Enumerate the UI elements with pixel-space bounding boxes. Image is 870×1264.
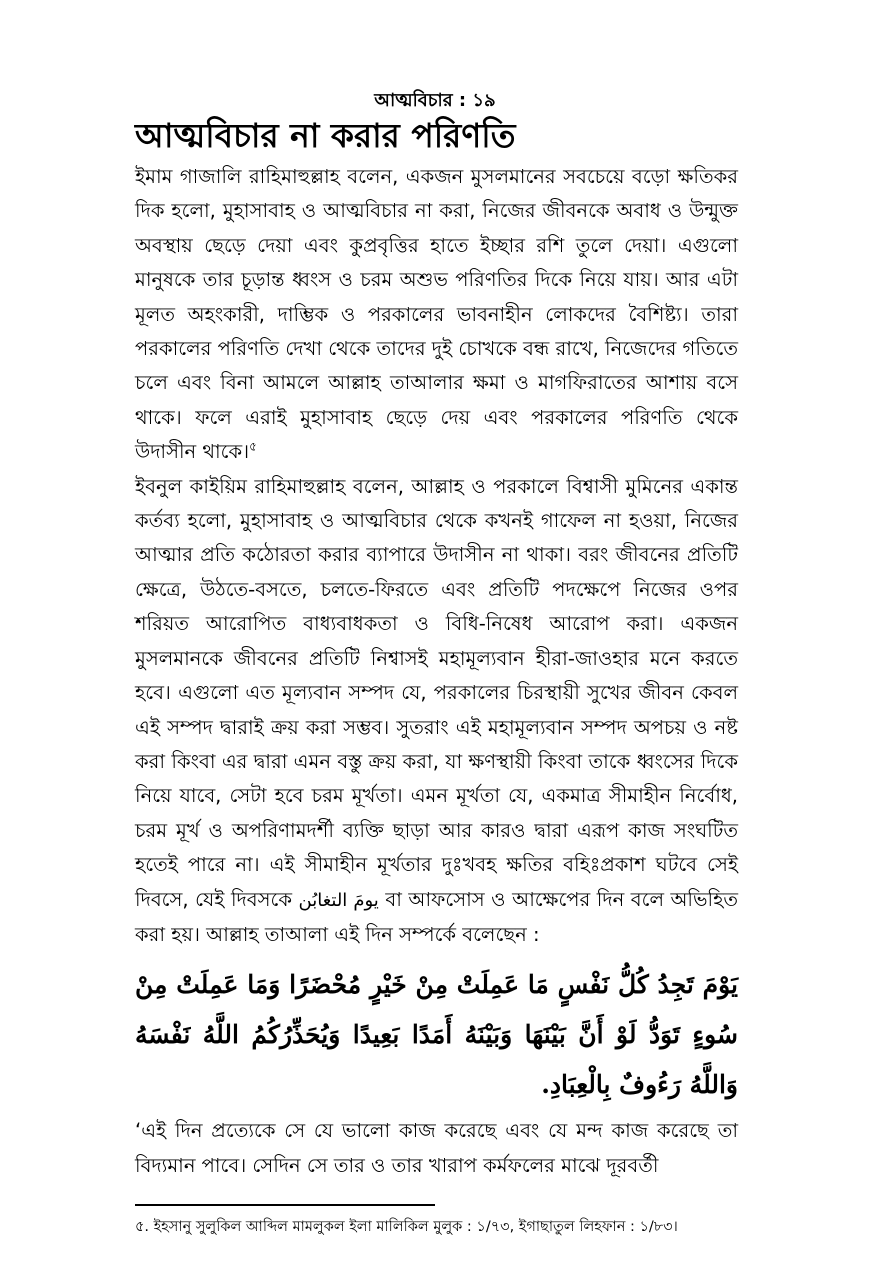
- paragraph-1-text: ইমাম গাজালি রাহিমাহুল্লাহ বলেন, একজন মুসলমানের সবচেয়ে বড়ো ক্ষতিকর দিক হলো, মুহাসাবাহ ও আত্মবিচার না করা, নিজের জীবনকে অবাধ ও উন্মুক্ত অবস্থায় ছেড়ে দেয়া এবং কুপ্রবৃত্তির হাতে ইচ্ছার রশি তুলে দেয়া। এগুলো মানুষকে তার চূড়ান্ত ধ্বংস ও চরম অশুভ পরিণতির দিকে নিয়ে যায়। আর এটা মূলত অহংকারী, দাম্ভিক ও পরকালের ভাবনাহীন লোকদের বৈশিষ্ট্য। তারা পরকালের পরিণতি দেখা থেকে তাদের দুই চোখকে বন্ধ রাখে, নিজেদের গতিতে চলে এবং বিনা আমলে আল্লাহ তাআলার ক্ষমা ও মাগফিরাতের আশায় বসে থাকে। ফলে এরাই মুহাসাবাহ ছেড়ে দেয় এবং পরকালের পরিণতি থেকে উদাসীন থাকে।: [135, 165, 738, 464]
- arabic-term: يومَ التغابُن: [298, 889, 379, 911]
- arabic-verse: يَوْمَ تَجِدُ كُلُّ نَفْسٍ مَا عَمِلَتْ مِنْ خَيْرٍ مُحْضَرًا وَمَا عَمِلَتْ مِنْ سُوءٍ تَوَدُّ لَوْ أَنَّ بَيْنَهَا وَبَيْنَهُ أَمَدًا بَعِيدًا وَيُحَذِّرُكُمُ اللَّهُ نَفْسَهُ وَاللَّهُ رَءُوفٌ بِالْعِبَادِ.: [135, 970, 738, 1100]
- chapter-title: আত্মবিচার না করার পরিণতি: [135, 116, 516, 155]
- paragraph-3: ‘এই দিন প্রত্যেকে সে যে ভালো কাজ করেছে এবং যে মন্দ কাজ করেছে তা বিদ্যমান পাবে। সেদিন সে তার ও তার খারাপ কর্মফলের মাঝে দূরবর্তী: [135, 1119, 738, 1177]
- footnote: ৫. ইহসানু সুলুকিল আব্দিল মামলুকল ইলা মালিকিল মুলুক : ১/৭৩, ইগাছাতুল লিহফান : ১/৮৩।: [135, 1219, 678, 1235]
- paragraph-2: [135, 470, 738, 953]
- paragraph-1: [135, 160, 738, 470]
- paragraph-2-text: ইবনুল কাইয়িম রাহিমাহুল্লাহ বলেন, আল্লাহ ও পরকালে বিশ্বাসী মুমিনের একান্ত কর্তব্য হলো, মুহাসাবাহ ও আত্মবিচার থেকে কখনই গাফেল না হওয়া, নিজের আত্মার প্রতি কঠোরতা করার ব্যাপারে উদাসীন না থাকা। বরং জীবনের প্রতিটি ক্ষেত্রে, উঠতে-বসতে, চলতে-ফিরতে এবং প্রতিটি পদক্ষেপে নিজের ওপর শরিয়ত আরোপিত বাধ্যবাধকতা ও বিধি-নিষেধ আরোপ করা। একজন মুসলমানকে জীবনের প্রতিটি নিশ্বাসই মহামূল্যবান হীরা-জাওহার মনে করতে হবে। এগুলো এত মূল্যবান সম্পদ যে, পরকালের চিরস্থায়ী সুখের জীবন কেবল এই সম্পদ দ্বারাই ক্রয় করা সম্ভব। সুতরাং এই মহামূল্যবান সম্পদ অপচয় ও নষ্ট করা কিংবা এর দ্বারা এমন বস্তু ক্রয় করা, যা ক্ষণস্থায়ী কিংবা তাকে ধ্বংসের দিকে নিয়ে যাবে, সেটা হবে চরম মূর্খতা। এমন মূর্খতা যে, একমাত্র সীমাহীন নির্বোধ, চরম মূর্খ ও অপরিণামদর্শী ব্যক্তি ছাড়া আর কারও দ্বারা এরূপ কাজ সংঘটিত হতেই পারে না। এই সীমাহীন মূর্খতার দুঃখবহ ক্ষতির বহিঃপ্রকাশ ঘটবে সেই দিবসে, যেই দিবসকে: [135, 474, 738, 911]
- body-text: [135, 160, 738, 1183]
- footnote-reference: ৫: [249, 439, 257, 454]
- running-header: আত্মবিচার : ১৯: [374, 90, 496, 111]
- footnote-divider: [135, 1204, 435, 1206]
- paragraph-2-end: বা আফসোস ও আক্ষেপের দিন বলে অভিহিত করা হয়। আল্লাহ তাআলা এই দিন সম্পর্কে বলেছেন :: [135, 887, 738, 946]
